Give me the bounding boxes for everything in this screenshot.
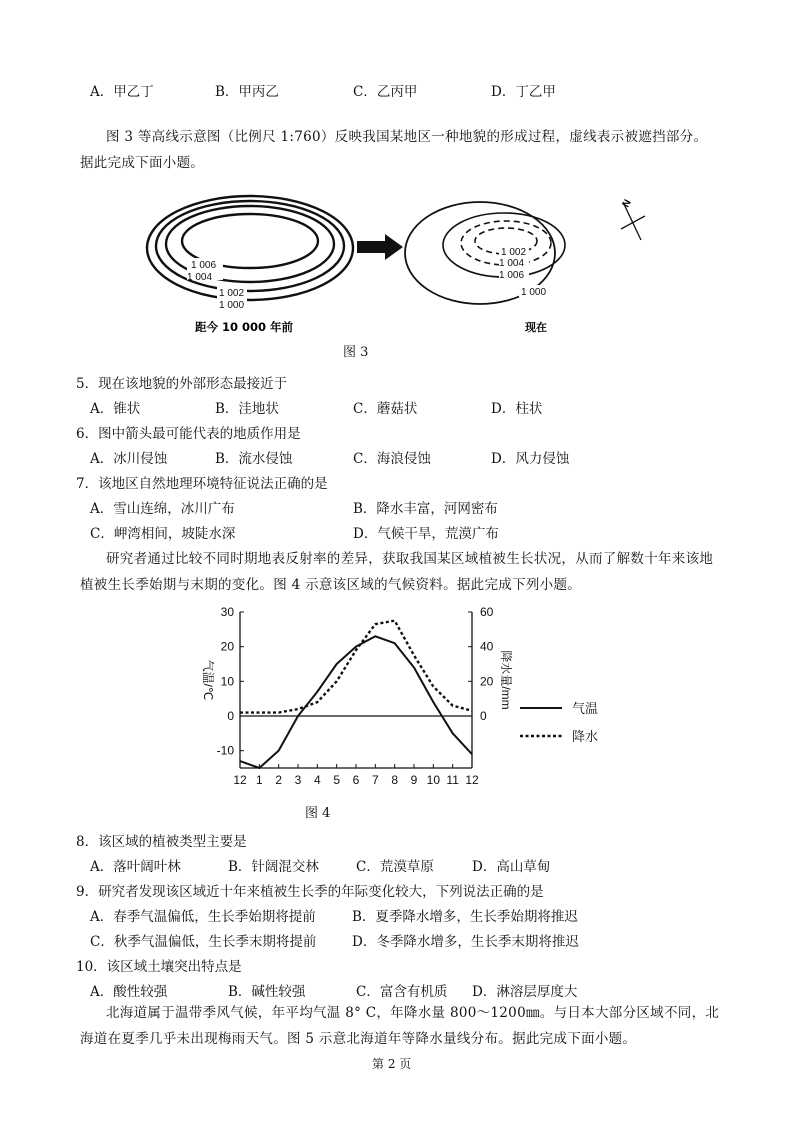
- x-tick-label: 7: [371, 773, 379, 787]
- fig4-caption: 图 4: [305, 806, 331, 821]
- fig3-left-labels: [187, 258, 247, 311]
- y-left-tick-label: 10: [220, 674, 234, 689]
- fig3-right-labels: [499, 246, 551, 298]
- q5-stem: 5．现在该地貌的外部形态最接近于: [76, 376, 288, 392]
- q4-option-a: A．甲乙丁: [90, 84, 154, 100]
- y-right-axis-title: 降水量/mm: [499, 650, 513, 710]
- q9-option-c: C．秋季气温偏低，生长季末期将提前: [90, 934, 317, 950]
- q9-option-a: A．春季气温偏低，生长季始期将提前: [90, 909, 316, 925]
- contour-label: 1 004: [499, 258, 525, 269]
- contour-label: 1 002: [219, 288, 245, 299]
- y-right-tick-label: 60: [480, 605, 494, 619]
- q5-option-c: C．蘑菇状: [353, 401, 418, 417]
- q9-option-b: B．夏季降水增多，生长季始期将推迟: [352, 909, 578, 925]
- q10-option-d: D．淋溶层厚度大: [472, 984, 578, 1000]
- x-tick-label: 9: [410, 773, 418, 787]
- q8-stem: 8．该区域的植被类型主要是: [76, 834, 247, 850]
- x-tick-label: 1: [255, 773, 263, 787]
- q9-stem: 9．研究者发现该区域近十年来植被生长季的年际变化较大，下列说法正确的是: [76, 884, 544, 900]
- contour-label: 1 006: [191, 260, 217, 271]
- contour-label: 1 000: [521, 287, 547, 298]
- x-tick-label: 12: [465, 773, 479, 787]
- q8-option-c: C．荒漠草原: [356, 859, 434, 875]
- fig3-caption: 图 3: [343, 345, 369, 360]
- x-tick-label: 4: [313, 773, 321, 787]
- q7-stem: 7．该地区自然地理环境特征说法正确的是: [76, 476, 328, 492]
- q5-option-a: A．锥状: [90, 401, 141, 417]
- contour-label: 1 000: [219, 300, 245, 311]
- x-tick-label: 6: [352, 773, 360, 787]
- fig3-right-caption: 现在: [525, 322, 547, 334]
- legend-label: 降水: [572, 729, 599, 744]
- y-left-tick-label: 20: [220, 639, 234, 654]
- q4-option-c: C．乙丙甲: [353, 84, 418, 100]
- y-right-tick-label: 0: [480, 709, 487, 723]
- q8-option-d: D．高山草甸: [472, 859, 551, 875]
- fig4-intro: 研究者通过比较不同时期地表反射率的差异，获取我国某区域植被生长状况，从而了解数十年来该地植被生长季始期与末期的变化。图 4 示意该区域的气候资料。据此完成下列小题。: [80, 551, 714, 593]
- q10-stem: 10．该区域土壤突出特点是: [76, 959, 242, 975]
- q7-option-a: A．雪山连绵，冰川广布: [90, 501, 235, 517]
- q10-option-b: B．碱性较强: [228, 984, 306, 1000]
- y-left-axis-title: 气温/℃: [201, 659, 215, 701]
- x-tick-label: 2: [275, 773, 283, 787]
- fig3-left-contours: [147, 196, 353, 300]
- contour-label: 1 006: [499, 270, 525, 281]
- q6-option-d: D．风力侵蚀: [491, 451, 570, 467]
- q9-option-d: D．冬季降水增多，生长季末期将推迟: [352, 934, 579, 950]
- y-left-tick-label: 0: [227, 709, 234, 723]
- q10-option-c: C．富含有机质: [356, 984, 448, 1000]
- q6-option-a: A．冰川侵蚀: [90, 451, 168, 467]
- fig5-intro: 北海道属于温带季风气候，年平均气温 8° C，年降水量 800～1200㎜。与日本大部分区域不同，北海道在夏季几乎未出现梅雨天气。图 5 示意北海道年等降水量线分布。据此完成下面小题。: [80, 1005, 720, 1047]
- chart-labels: [201, 605, 598, 787]
- fig3-left-caption: 距今 10 000 年前: [195, 320, 294, 334]
- fig4-climate-chart: [190, 600, 650, 820]
- q7-option-d: D．气候干旱，荒漠广布: [353, 526, 499, 542]
- fig3-contour-diagram: [145, 188, 685, 348]
- page-number: 第 2 页: [372, 1057, 412, 1071]
- x-tick-label: 10: [426, 773, 441, 787]
- q5-option-d: D．柱状: [491, 401, 543, 417]
- q4-option-b: B．甲丙乙: [215, 84, 279, 100]
- q4-option-d: D．丁乙甲: [491, 84, 556, 100]
- x-tick-label: 11: [446, 773, 459, 787]
- y-right-tick-label: 20: [480, 674, 494, 689]
- x-tick-label: 5: [333, 773, 341, 787]
- chart-series: [240, 621, 472, 768]
- legend-label: 气温: [572, 701, 599, 716]
- y-right-tick-label: 40: [480, 639, 494, 654]
- q10-option-a: A．酸性较强: [90, 984, 168, 1000]
- q6-option-b: B．流水侵蚀: [215, 451, 293, 467]
- series-line-temperature: [240, 636, 472, 768]
- arrow-icon: [357, 234, 403, 260]
- q8-option-a: A．落叶阔叶林: [90, 859, 181, 875]
- y-left-tick-label: 30: [220, 605, 234, 619]
- q7-option-b: B．降水丰富，河网密布: [353, 501, 498, 517]
- y-left-tick-label: -10: [216, 743, 234, 758]
- north-arrow-icon: [621, 202, 645, 240]
- q6-option-c: C．海浪侵蚀: [353, 451, 431, 467]
- x-tick-label: 8: [391, 773, 399, 787]
- q7-option-c: C．岬湾相间，坡陡水深: [90, 526, 236, 542]
- fig3-intro: 图 3 等高线示意图（比例尺 1:760）反映我国某地区一种地貌的形成过程，虚线表示被遮挡部分。据此完成下面小题。: [80, 129, 708, 171]
- north-label: N: [620, 197, 634, 210]
- series-line-precipitation: [240, 621, 472, 713]
- x-tick-label: 3: [294, 773, 302, 787]
- q8-option-b: B．针阔混交林: [228, 859, 319, 875]
- q5-option-b: B．洼地状: [215, 401, 279, 417]
- contour-label: 1 002: [501, 247, 527, 258]
- x-tick-label: 12: [233, 773, 247, 787]
- q6-stem: 6．图中箭头最可能代表的地质作用是: [76, 426, 301, 442]
- contour-label: 1 004: [187, 272, 213, 283]
